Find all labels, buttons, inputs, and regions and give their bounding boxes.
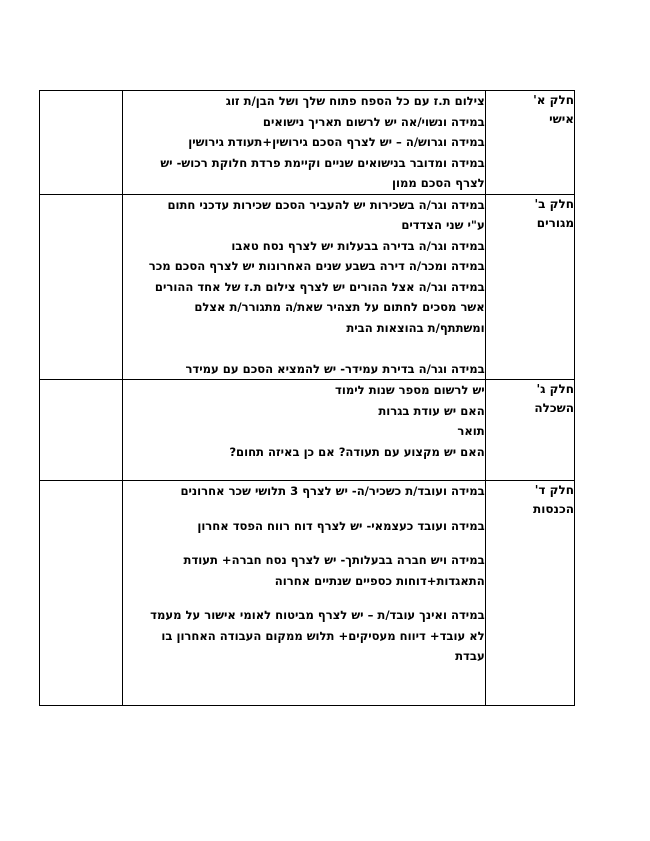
section-cell-personal <box>485 91 574 195</box>
section-title: השכלה <box>534 401 574 415</box>
blank-line <box>123 338 484 359</box>
content-line: במידה ועובד כעצמאי- יש לצרף דוח רווח הפסד אחרון <box>197 518 485 533</box>
blank-cell <box>40 481 123 706</box>
content-line: עבדת <box>455 649 485 663</box>
table-row <box>40 194 575 380</box>
content-line: במידה ונשוי/אה יש לרשום תאריך נישואים <box>262 114 485 129</box>
section-title: אישי <box>549 112 574 126</box>
section-label: חלק ד' <box>534 483 574 497</box>
section-label: חלק ב' <box>534 196 574 211</box>
content-line: תואר <box>457 424 485 438</box>
section-label: חלק א' <box>533 93 574 107</box>
content-line: האם יש עודת בגרות <box>378 403 485 418</box>
content-line: במידה ויש חברה בבעלותך- יש לצרף נסח חברה+ תעודת <box>183 553 485 567</box>
content-line: במידה ומכר/ה דירה בשבע שנים האחרונות יש לצרף הסכם מכר <box>148 259 485 273</box>
section-label: חלק ג' <box>536 382 574 396</box>
content-line: ומשתתף/ת בהוצאות הבית <box>346 320 485 335</box>
content-line: במידה וגרוש/ה – יש לצרף הסכם גירושין+תעודת גירושין <box>188 135 485 149</box>
blank-cell <box>40 194 123 380</box>
content-line: יש לרשום מספר שנות לימוד <box>335 383 485 397</box>
blank-cell <box>40 380 123 481</box>
content-cell-income <box>123 481 485 706</box>
content-line: לא עובד+ דיווח מעסיקים+ תלוש ממקום העבודה האחרון בו <box>161 628 485 643</box>
blank-line <box>123 502 484 516</box>
content-line: במידה ועובד/ת כשכיר/ה- יש לצרף 3 תלושי שכר אחרונים <box>180 484 485 498</box>
section-title: הכנסות <box>533 502 574 516</box>
table-row <box>40 91 575 195</box>
content-line: במידה וגר/ה בדירה בבעלות יש לצרף נסח טאבו <box>231 238 485 253</box>
content-line: האם יש מקצוע עם תעודה? אם כן באיזה תחום? <box>229 444 485 459</box>
blank-cell <box>40 91 123 195</box>
section-cell-income <box>485 481 574 706</box>
blank-line <box>123 536 484 550</box>
content-line: במידה וגר/ה בשכירות יש להעביר הסכם שכירות עדכני חתום <box>167 197 485 212</box>
content-cell-housing <box>123 194 485 380</box>
content-line: צילום ת.ז עם כל הספח פתוח שלך ושל הבן/ת זוג <box>225 94 485 108</box>
content-line: לצרף הסכם ממון <box>391 176 485 190</box>
content-cell-personal <box>123 91 485 195</box>
blank-line <box>123 591 484 605</box>
content-line: במידה ומדובר בנישואים שניים וקיימת פרדת חלוקת רכוש- יש <box>160 155 485 170</box>
content-line: במידה וגר/ה אצל ההורים יש לצרף צילום ת.ז של אחד ההורים <box>154 279 485 294</box>
requirements-table <box>39 90 575 706</box>
content-line: אשר מסכים לחתום על תצהיר שאת/ה מתגורר/ת אצלם <box>194 300 485 314</box>
content-cell-education <box>123 380 485 481</box>
table-row <box>40 380 575 481</box>
content-line: במידה ואינך עובד/ת – יש לצרף מביטוח לאומי אישור על מעמד <box>150 608 485 622</box>
section-cell-housing <box>485 194 574 380</box>
content-line: במידה וגר/ה בדירת עמידר- יש להמציא הסכם עם עמידר <box>185 361 485 376</box>
content-line: התאגדות+דוחות כספיים שנתיים אחרוה <box>274 573 485 588</box>
content-line: ע"י שני הצדדים <box>401 218 485 232</box>
section-cell-education <box>485 380 574 481</box>
section-title: מגורים <box>536 215 574 230</box>
table-row <box>40 481 575 706</box>
